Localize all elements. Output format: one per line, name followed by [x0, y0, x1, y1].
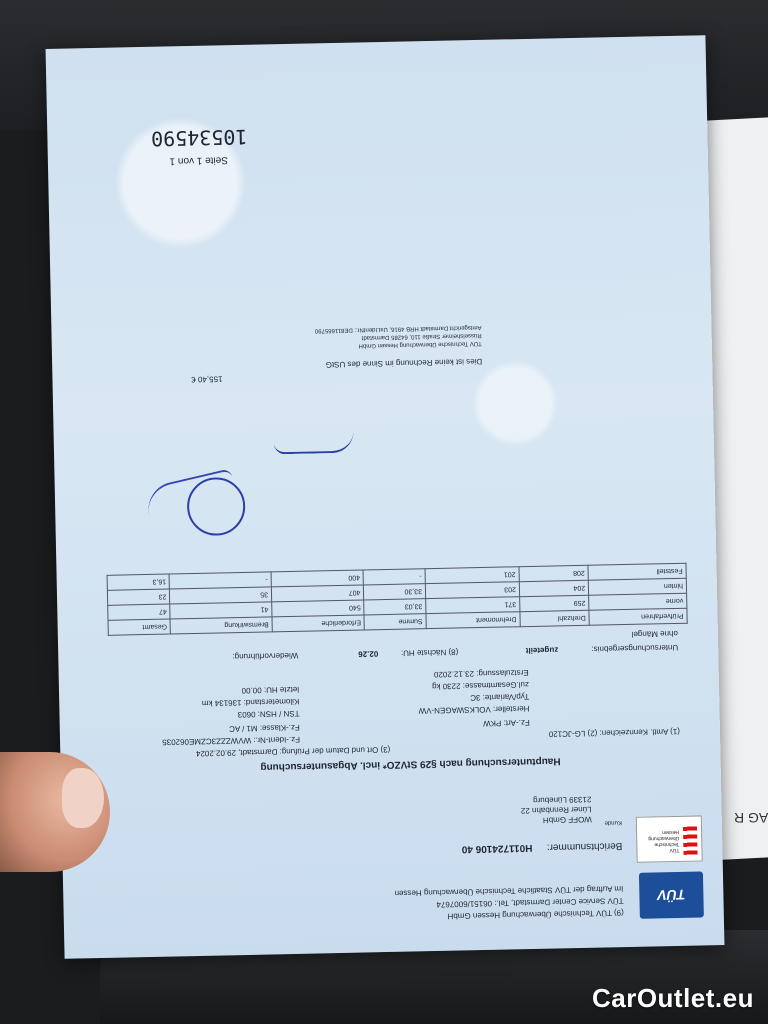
table-cell: 201 [425, 567, 519, 584]
invoice-notice: Dies ist keine Rechnung im Sinne des UStG [325, 356, 483, 370]
hessen-logo [636, 815, 703, 862]
table-cell: Drehmoment [426, 612, 520, 629]
page-indicator: Seite 1 von 1 [169, 154, 229, 167]
hessen-logo-text: TÜV Technische Überwachung Hessen [648, 828, 680, 854]
table-cell: 371 [426, 597, 520, 614]
issuer-line-2: TÜV Service Center Darmstadt, Tel.: 06151/6007674 [436, 896, 624, 910]
second-sheet-text: AG R [733, 810, 768, 826]
result-value: zugeteilt [525, 645, 559, 656]
table-cell: Gesamt [108, 619, 171, 635]
brake-test-table [107, 563, 688, 636]
field-mileage: Kilometerstand: 136134 km [201, 696, 300, 708]
customer-label: Kunde [604, 819, 622, 826]
field-first-registration: Erstzulassung: 23.12.2020 [433, 668, 529, 680]
caroutlet-watermark: CarOutlet.eu [591, 983, 754, 1013]
table-cell: 203 [425, 582, 519, 599]
table-cell: 208 [519, 565, 589, 581]
table-cell: 407 [271, 585, 364, 602]
table-cell: 540 [272, 600, 365, 617]
next-hu-label: (8) Nächste HU: [400, 647, 459, 658]
field-vehicle-type: Fz.-Art: PKW [482, 718, 530, 728]
hessen-crest-icon [683, 825, 698, 855]
deficiency-status: ohne Mängel [631, 628, 679, 639]
customer-line-1: WOFF GmbH [542, 814, 592, 825]
table-cell: Prüfverfahren [589, 608, 687, 625]
table-cell: Feststell [588, 563, 686, 580]
footer-line-3: Amtsgericht Darmstadt HRB 4916, Ust.IdentNr.: DE811665790 [314, 323, 482, 334]
remarks-label: Wiedervorführung: [232, 650, 299, 662]
table-cell: - [363, 569, 425, 585]
table-cell: 33,30 [364, 584, 426, 600]
table-cell: Drehzahl [520, 610, 590, 626]
table-cell: 41 [170, 602, 272, 619]
table-cell: Bremswirkung [170, 617, 272, 634]
field-gross-weight: zul.Gesamtmasse: 2230 kg [431, 680, 530, 692]
field-type-variant: Typ/Variante: 3C [470, 692, 530, 703]
table-cell: 204 [519, 580, 589, 596]
field-last-hu: letzte HU: 00.00 [241, 684, 300, 696]
footer-line-2: Rüsselsheimer Straße 110, 64285 Darmstadt [361, 331, 482, 341]
report-content-upside-down [46, 35, 725, 959]
inspection-date: (3) Ort und Datum der Prüfung: Darmstadt, 29.02.2024 [195, 744, 391, 759]
field-vehicle-class: Fz.-Klasse: M1 / AC [229, 722, 300, 734]
table-cell: Erforderliche [272, 615, 365, 632]
field-manufacturer: Hersteller: VOLKSWAGEN-VW [418, 704, 530, 716]
tuv-logo: TÜV [639, 871, 704, 918]
report-number: H011724106 40 [461, 841, 533, 855]
serial-number: 10534590 [150, 124, 248, 151]
second-signature [274, 431, 354, 455]
table-cell: 47 [108, 604, 171, 620]
next-hu-date: 02.26 [358, 649, 379, 659]
report-title: Hauptuntersuchung nach §29 StVZO* incl. Abgasuntersuchung [260, 755, 561, 773]
table-cell: vorne [589, 593, 687, 610]
customer-line-2: Lüner Rennbahn 22 [520, 804, 592, 816]
table-cell: 400 [271, 570, 364, 587]
field-plate: (1) Amtl. Kennzeichen: (2) LG-JC120 [548, 726, 681, 739]
footer-line-1: TÜV Technische Überwachung Hessen GmbH [358, 339, 482, 349]
issuer-line-1: (9) TÜV Technische Überwachung Hessen GmbH [447, 908, 624, 921]
table-cell: 16,3 [107, 574, 170, 590]
table-cell: 259 [520, 595, 590, 611]
table-cell: - [169, 572, 271, 589]
table-cell: Summe [364, 614, 426, 630]
table-cell: 23 [107, 589, 170, 605]
customer-line-3: 21339 Lüneburg [533, 794, 592, 805]
field-vin: Fz.-Ident-Nr.: WVWZZZ3CZME062035 [162, 734, 301, 747]
table-cell: hinten [588, 578, 686, 595]
table-cell: 35 [170, 587, 272, 604]
thumbnail [62, 768, 104, 828]
field-tsn-hsn: TSN / HSN: 0603 [237, 708, 300, 720]
inspection-report-paper [46, 35, 725, 959]
report-number-label: Berichtsnummer: [546, 840, 623, 853]
invoice-amount: 155,40 € [191, 374, 223, 385]
table-cell: 33,03 [364, 599, 426, 615]
result-label: Untersuchungsergebnis: [591, 642, 679, 654]
issuer-line-3: Im Auftrag der TÜV Staatliche Technische Überwachung Hessen [394, 884, 624, 898]
